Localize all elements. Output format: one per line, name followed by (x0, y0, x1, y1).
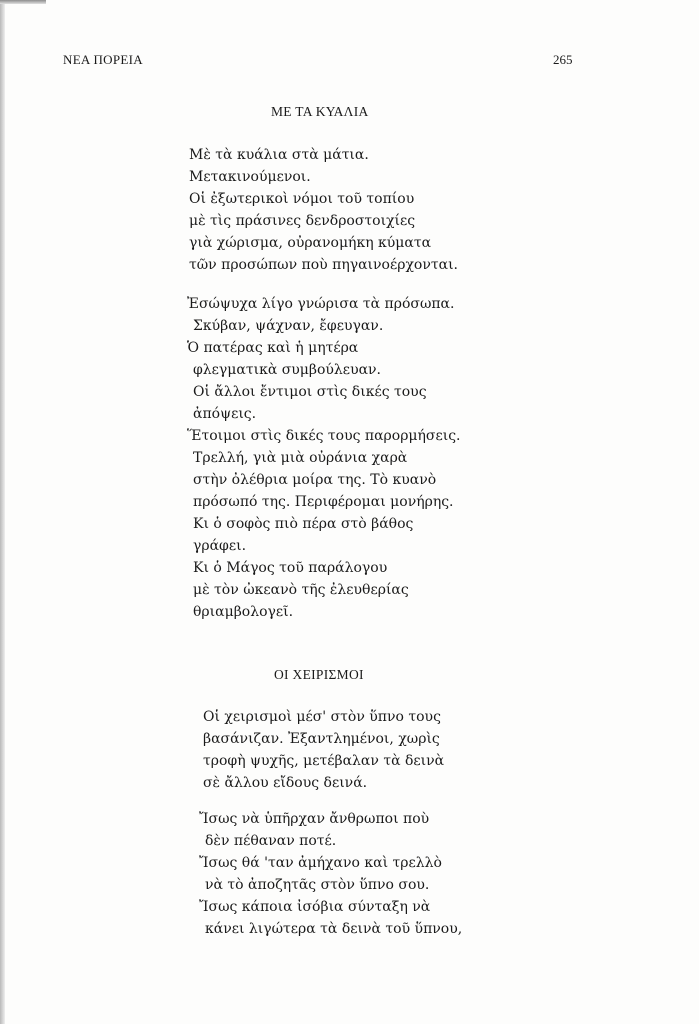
stanza (203, 706, 444, 794)
poem-line: βασάνιζαν. Ἐξαντλημένοι, χωρὶς (203, 731, 440, 747)
poem-line: Οἱ ἐξωτερικοὶ νόμοι τοῦ τοπίου (189, 191, 415, 207)
poem-line: μὲ τὶς πράσινες δενδροστοιχίες (189, 213, 416, 229)
poem-line: Ὁ πατέρας καὶ ἡ μητέρα (187, 340, 359, 356)
page-number: 265 (553, 52, 573, 67)
poem-line: Μετακινούμενοι. (189, 169, 311, 185)
poem-line: τροφὴ ψυχῆς, μετέβαλαν τὰ δεινὰ (203, 753, 445, 769)
poem-line: μὲ τὸν ὠκεανὸ τῆς ἐλευθερίας (193, 582, 409, 598)
stanza (199, 808, 462, 940)
poem-line: Κι ὁ Μάγος τοῦ παράλογου (193, 560, 388, 576)
poem-line: Ἕτοιμοι στὶς δικές τους παρορμήσεις. (187, 428, 461, 444)
page-corner-mark (0, 0, 46, 4)
poem-line: Σκύβαν, ψάχναν, ἔφευγαν. (193, 318, 384, 334)
poem-title: ΟΙ ΧΕΙΡΙΣΜΟΙ (274, 667, 364, 682)
poem-line: δὲν πέθαναν ποτέ. (205, 833, 337, 849)
poem-line: Οἱ ἄλλοι ἔντιμοι στὶς δικές τους (193, 384, 427, 400)
poem-line: γιὰ χώρισμα, οὐρανομήκη κύματα (189, 235, 432, 251)
poem-line: σὲ ἄλλου εἴδους δεινά. (203, 775, 368, 791)
stanza (189, 144, 458, 276)
poem-line: στὴν ὀλέθρια μοίρα της. Τὸ κυανὸ (193, 472, 437, 488)
poem-line: Ἐσώψυχα λίγο γνώρισα τὰ πρόσωπα. (187, 296, 455, 312)
poem-line: Τρελλή, γιὰ μιὰ οὐράνια χαρὰ (193, 450, 408, 466)
poem-title: ΜΕ ΤΑ ΚΥΑΛΙΑ (271, 104, 369, 119)
poem-line: Ἴσως νὰ ὑπῆρχαν ἄνθρωποι ποὺ (199, 811, 430, 827)
poem-line: θριαμβολογεῖ. (193, 604, 294, 620)
stanza (187, 293, 461, 623)
page-edge-shadow (0, 0, 5, 1024)
poem-line: φλεγματικὰ συμβούλευαν. (193, 362, 381, 378)
running-head: ΝΕΑ ΠΟΡΕΙΑ (63, 52, 143, 67)
poem-line: νὰ τὸ ἀποζητᾶς στὸν ὕπνο σου. (205, 877, 430, 893)
poem-line: Οἱ χειρισμοὶ μέσ' στὸν ὕπνο τους (203, 709, 441, 725)
poem-line: Ἴσως θά 'ταν ἀμήχανο καὶ τρελλὸ (199, 855, 442, 871)
poem-line: γράφει. (193, 538, 247, 554)
poem-line: Μὲ τὰ κυάλια στὰ μάτια. (189, 147, 369, 163)
poem-line: ἀπόψεις. (193, 406, 257, 422)
poem-line: κάνει λιγώτερα τὰ δεινὰ τοῦ ὕπνου, (205, 921, 463, 937)
poem-line: τῶν προσώπων ποὺ πηγαινοέρχονται. (189, 257, 459, 273)
poem-line: πρόσωπό της. Περιφέρομαι μονήρης. (193, 494, 454, 510)
poem-line: Ἴσως κάποια ἰσόβια σύνταξη νὰ (199, 899, 431, 915)
poem-line: Κι ὁ σοφὸς πιὸ πέρα στὸ βάθος (193, 516, 414, 532)
